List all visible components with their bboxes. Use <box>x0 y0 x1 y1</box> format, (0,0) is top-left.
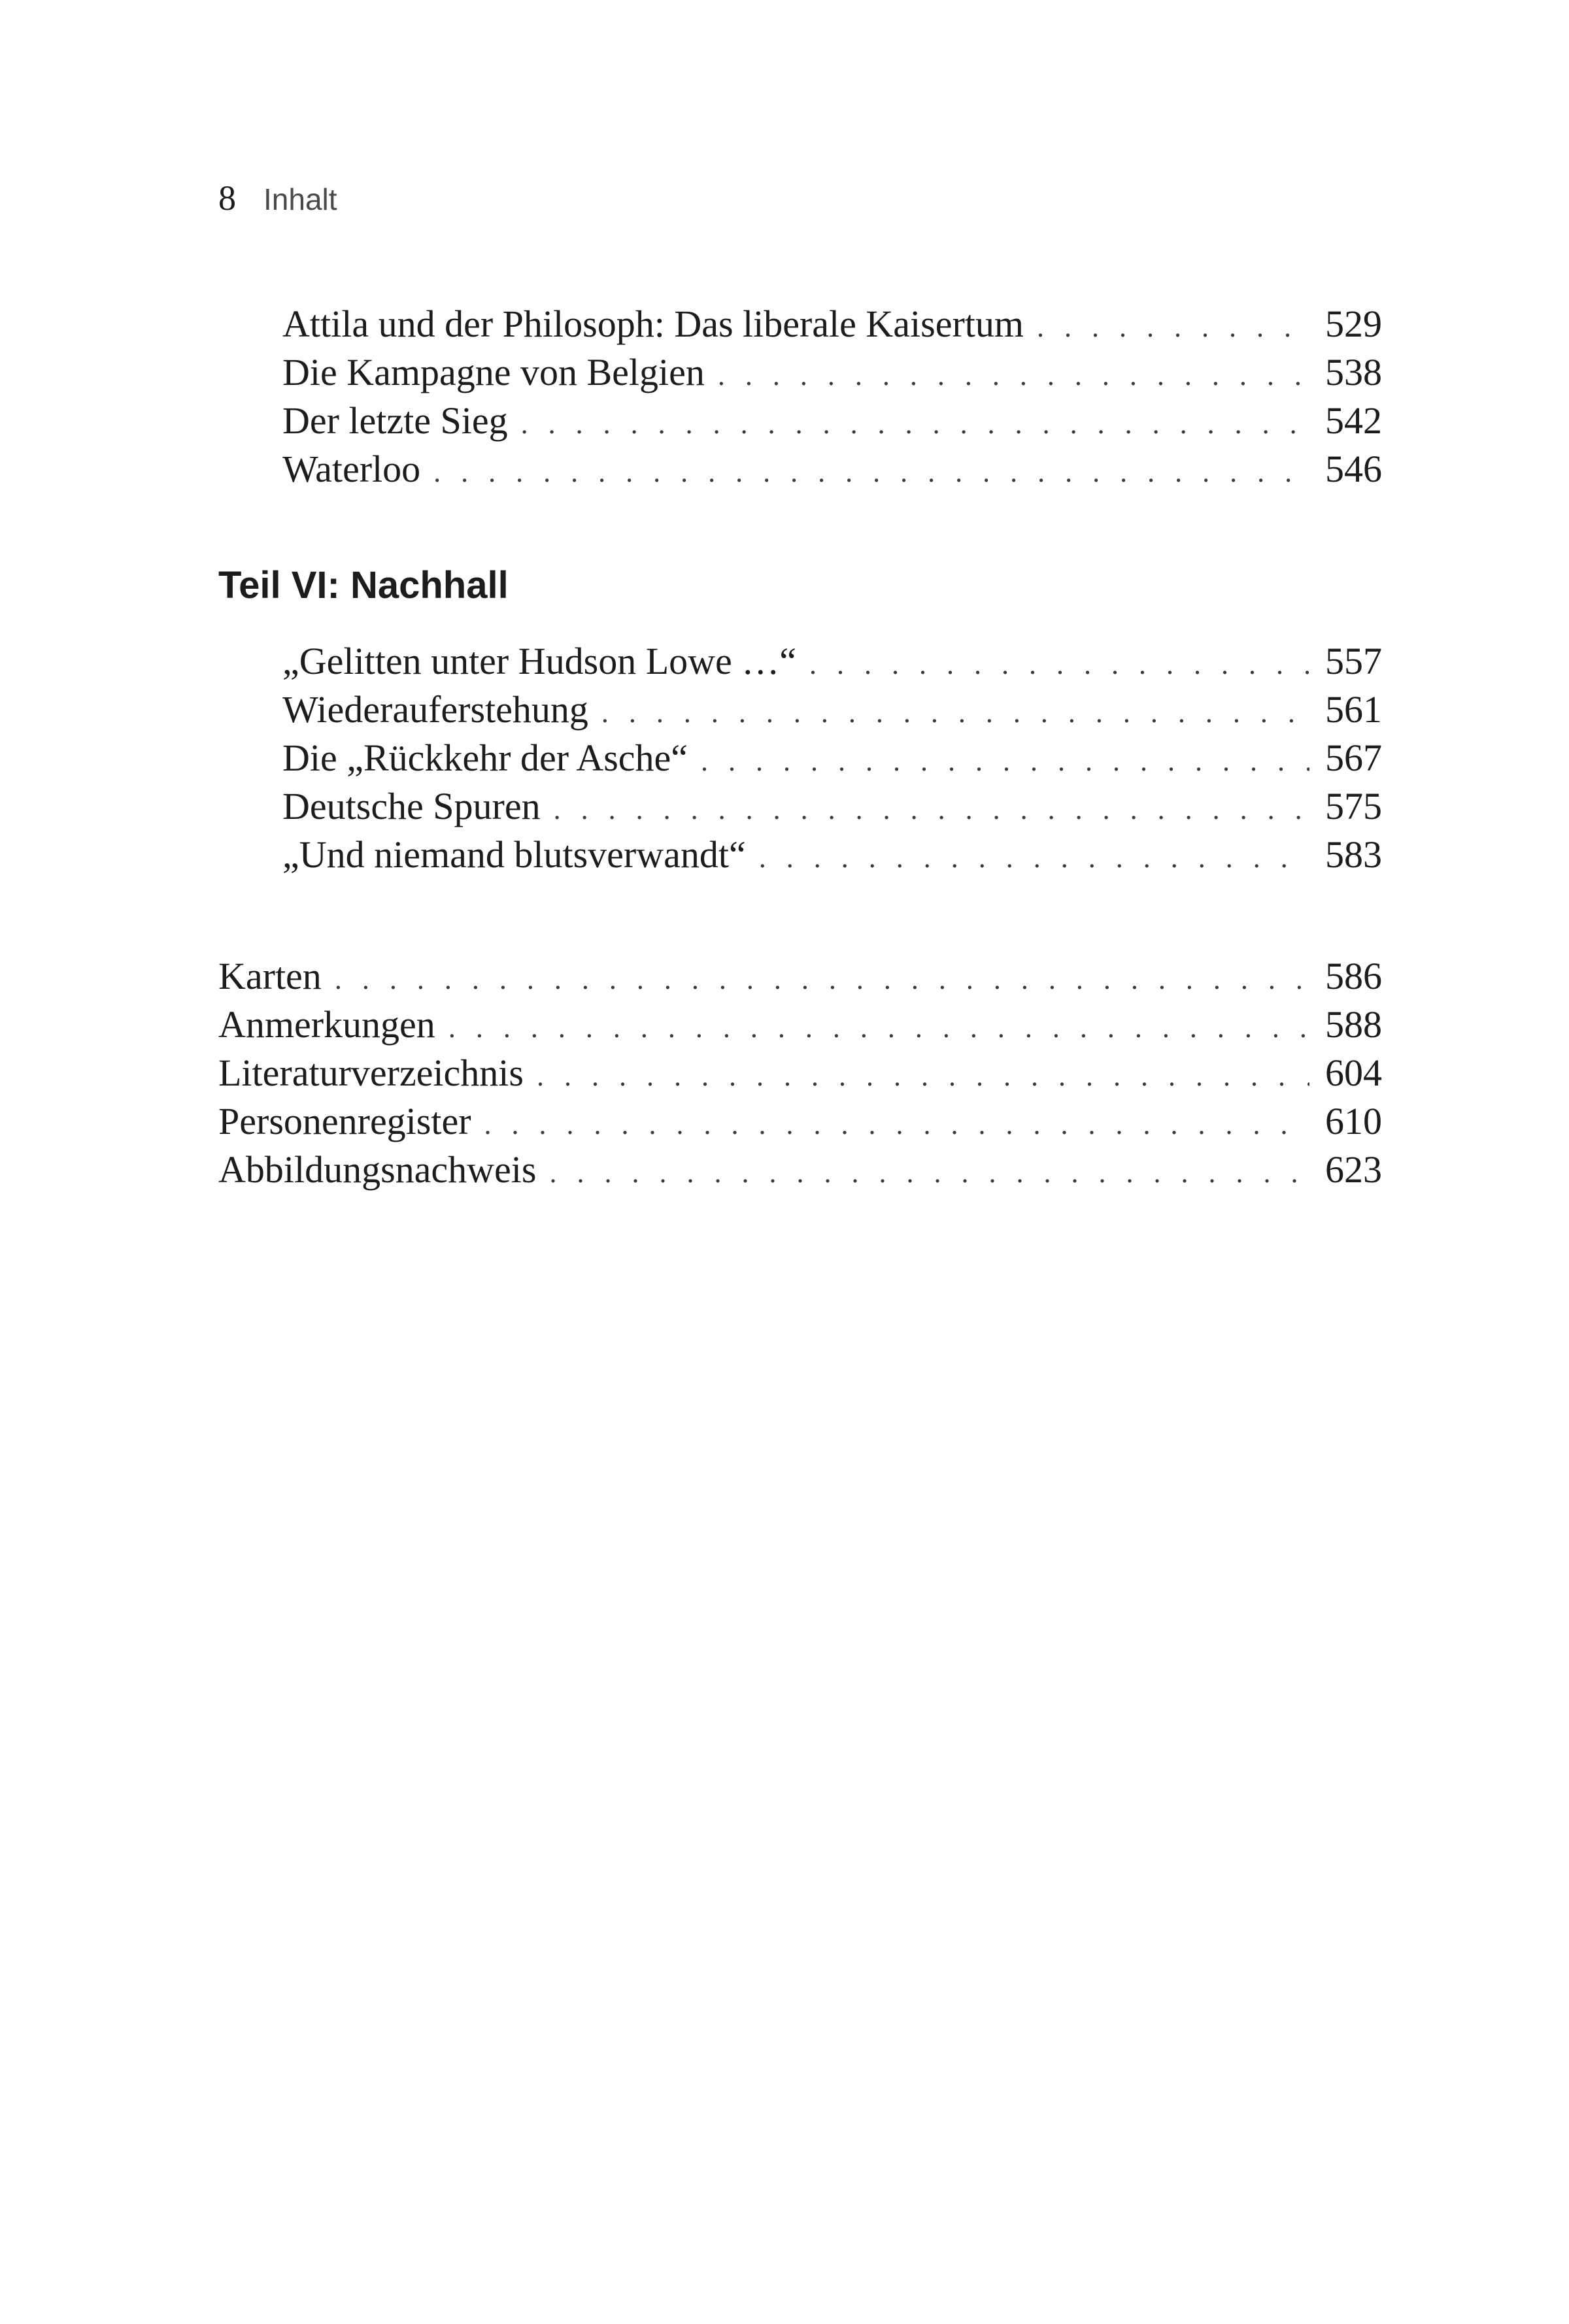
dot-leader <box>759 841 1309 874</box>
toc-entry-page: 610 <box>1325 1100 1382 1142</box>
toc-entry-page: 586 <box>1325 955 1382 997</box>
toc-entry <box>218 1003 1382 1051</box>
toc-entry-page: 529 <box>1325 303 1382 345</box>
toc-entry-title: Abbildungsnachweis <box>218 1148 537 1191</box>
toc-entry-title: Personenregister <box>218 1100 471 1142</box>
toc-entry <box>282 833 1382 881</box>
toc-entry <box>282 350 1382 399</box>
toc-entry-page: 623 <box>1325 1148 1382 1191</box>
dot-leader <box>1037 310 1309 344</box>
section-heading: Teil VI: Nachhall <box>218 564 509 606</box>
running-title: Inhalt <box>263 182 337 216</box>
toc-entry <box>218 1148 1382 1196</box>
toc-entry-page: 583 <box>1325 833 1382 876</box>
toc-entry-title: Karten <box>218 955 322 997</box>
toc-entry-title: Literaturverzeichnis <box>218 1052 524 1094</box>
dot-leader <box>701 744 1309 778</box>
toc-entry <box>218 1051 1382 1099</box>
toc-entry <box>282 639 1382 688</box>
toc-entry-title: Waterloo <box>282 448 421 490</box>
dot-leader <box>448 1011 1309 1044</box>
toc-entry-title: Die Kampagne von Belgien <box>282 351 705 393</box>
toc-entry-page: 557 <box>1325 640 1382 682</box>
toc-entry-title: „Gelitten unter Hudson Lowe …“ <box>282 640 797 682</box>
dot-leader <box>335 963 1309 996</box>
toc-entry <box>282 784 1382 833</box>
dot-leader <box>718 359 1309 392</box>
page-number: 8 <box>218 178 236 218</box>
dot-leader <box>601 696 1309 729</box>
toc-entry <box>282 688 1382 736</box>
toc-entry-page: 588 <box>1325 1003 1382 1046</box>
toc-entry-page: 575 <box>1325 785 1382 827</box>
toc-entry-page: 567 <box>1325 737 1382 779</box>
dot-leader <box>809 648 1309 681</box>
toc-entry-title: Die „Rückkehr der Asche“ <box>282 737 688 779</box>
toc-entry-title: „Und niemand blutsverwandt“ <box>282 833 746 876</box>
dot-leader <box>433 456 1309 489</box>
dot-leader <box>484 1108 1309 1141</box>
dot-leader <box>554 793 1309 826</box>
toc-entry-page: 546 <box>1325 448 1382 490</box>
toc-entry <box>282 447 1382 495</box>
toc-entry-page: 561 <box>1325 688 1382 731</box>
toc-entry-title: Deutsche Spuren <box>282 785 541 827</box>
dot-leader <box>537 1059 1309 1093</box>
toc-entry-page: 538 <box>1325 351 1382 393</box>
toc-entry <box>282 399 1382 447</box>
toc-entry-title: Attila und der Philosoph: Das liberale Kaisertum <box>282 303 1024 345</box>
toc-entry-title: Der letzte Sieg <box>282 399 508 442</box>
toc-entry <box>218 954 1382 1003</box>
running-head <box>218 178 337 230</box>
toc-entry <box>218 1099 1382 1148</box>
toc-entry-title: Anmerkungen <box>218 1003 435 1046</box>
toc-entry-title: Wiederauferstehung <box>282 688 588 731</box>
dot-leader <box>521 407 1309 440</box>
dot-leader <box>550 1156 1310 1189</box>
toc-entry <box>282 302 1382 350</box>
toc-entry-page: 604 <box>1325 1052 1382 1094</box>
toc-entry-page: 542 <box>1325 399 1382 442</box>
toc-entry <box>282 736 1382 784</box>
